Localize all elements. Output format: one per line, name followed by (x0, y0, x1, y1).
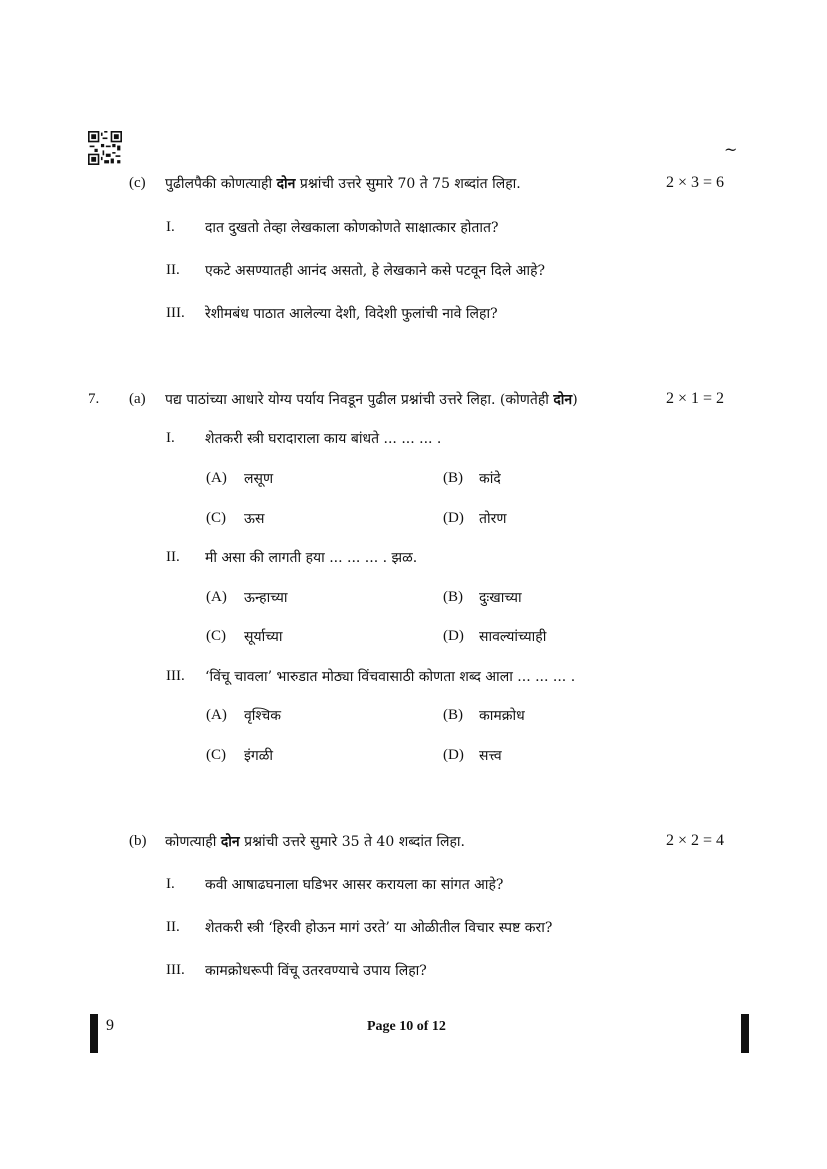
option-text: ऊस (244, 511, 265, 527)
option-key: (C) (206, 747, 226, 763)
item-text: दात दुखतो तेव्हा लेखकाला कोणकोणते साक्षात्कार होतात? (205, 220, 499, 236)
question-label: (a) (129, 391, 146, 407)
question-text: पुढीलपैकी कोणत्याही दोन प्रश्नांची उत्तरे सुमारे 70 ते 75 शब्दांत लिहा. (165, 176, 521, 192)
header-tilde: ~ (724, 140, 738, 159)
item-text: ‘विंचू चावला’ भारुडात मोठ्या विंचवासाठी कोणता शब्द आला ... ... ... . (205, 669, 576, 685)
question-marks: 2 × 2 = 4 (666, 832, 725, 849)
item-text: मी असा की लागती हया ... ... ... . झळ. (205, 550, 418, 566)
question-text: पद्य पाठांच्या आधारे योग्य पर्याय निवडून पुढील प्रश्नांची उत्तरे लिहा. (कोणतेही दोन) (165, 392, 578, 408)
item-number: I. (166, 876, 175, 892)
item-number: II. (166, 549, 180, 565)
item-text: शेतकरी स्त्री घरादाराला काय बांधते ... ... ... . (205, 431, 442, 447)
question-number: 7. (88, 391, 100, 407)
option-text: कांदे (479, 471, 501, 487)
item-number: I. (166, 430, 175, 446)
option-key: (D) (443, 628, 464, 644)
option-key: (B) (443, 470, 463, 486)
option-text: लसूण (244, 471, 274, 487)
item-number: III. (166, 305, 185, 321)
option-key: (A) (206, 470, 227, 486)
option-text: दुःखाच्या (479, 590, 522, 606)
option-key: (D) (443, 747, 464, 763)
question-marks: 2 × 3 = 6 (666, 174, 725, 191)
option-text: तोरण (479, 511, 507, 527)
option-key: (D) (443, 510, 464, 526)
question-label: (c) (129, 175, 146, 191)
question-text: कोणत्याही दोन प्रश्नांची उत्तरे सुमारे 35 ते 40 शब्दांत लिहा. (165, 834, 465, 850)
item-number: II. (166, 262, 180, 278)
option-key: (C) (206, 510, 226, 526)
page-number: Page 10 of 12 (367, 1019, 446, 1034)
option-text: वृश्चिक (244, 708, 282, 724)
item-number: III. (166, 962, 185, 978)
item-text: शेतकरी स्त्री ‘हिरवी होऊन मागं उरते’ या ओळीतील विचार स्पष्ट करा? (205, 920, 553, 936)
question-label: (b) (129, 833, 147, 849)
item-text: रेशीमबंध पाठात आलेल्या देशी, विदेशी फुलांची नावे लिहा? (205, 306, 498, 322)
option-key: (A) (206, 589, 227, 605)
item-number: II. (166, 919, 180, 935)
question-marks: 2 × 1 = 2 (666, 390, 725, 407)
option-text: सूर्याच्या (244, 629, 283, 645)
footer-code-number: 9 (106, 1017, 114, 1034)
option-key: (B) (443, 589, 463, 605)
item-text: एकटे असण्यातही आनंद असतो, हे लेखकाने कसे पटवून दिले आहे? (205, 263, 546, 279)
item-number: III. (166, 668, 185, 684)
qr-code-image (88, 131, 122, 165)
option-text: इंगळी (244, 748, 274, 764)
item-text: कामक्रोधरूपी विंचू उतरवण्याचे उपाय लिहा? (205, 963, 427, 979)
option-text: ऊन्हाच्या (244, 590, 288, 606)
option-key: (B) (443, 707, 463, 723)
item-number: I. (166, 219, 175, 235)
option-text: सावल्यांच्याही (479, 629, 547, 645)
footer-left-bar (90, 1014, 98, 1053)
option-key: (C) (206, 628, 226, 644)
item-text: कवी आषाढघनाला घडिभर आसर करायला का सांगत आहे? (205, 877, 504, 893)
option-text: सत्त्व (479, 748, 502, 764)
footer-right-bar (741, 1014, 749, 1053)
option-text: कामक्रोध (479, 708, 525, 724)
option-key: (A) (206, 707, 227, 723)
